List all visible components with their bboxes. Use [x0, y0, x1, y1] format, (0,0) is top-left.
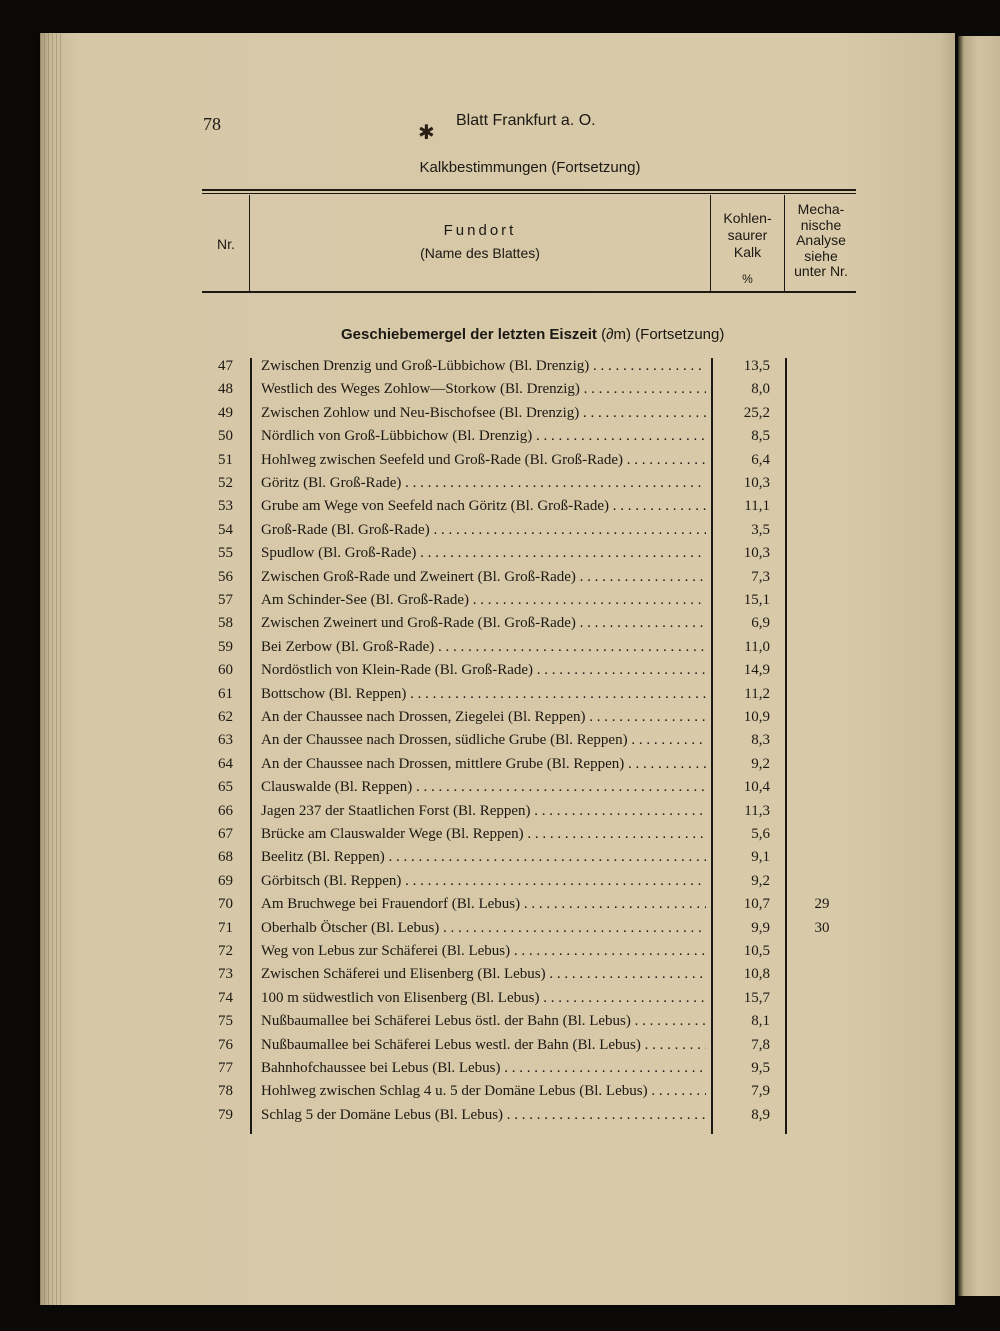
table-row — [0, 615, 1000, 638]
row-fundort: Bei Zerbow (Bl. Groß-Rade) . . . — [261, 639, 706, 656]
table-subtitle: Kalkbestimmungen (Fortsetzung) — [419, 159, 641, 176]
header-analyse-line3: Analyse — [796, 232, 846, 248]
row-nr: 47 — [218, 358, 233, 374]
table-row — [0, 475, 1000, 498]
header-analyse-line4: siehe — [804, 247, 838, 264]
row-nr: 79 — [218, 1106, 233, 1123]
row-nr: 61 — [218, 685, 233, 702]
header-kalk — [711, 210, 784, 288]
row-kalk: 6,4 — [751, 451, 770, 468]
row-nr: 57 — [218, 592, 233, 608]
header-analyse-line2: nische — [800, 216, 842, 233]
row-kalk: 15,1 — [743, 592, 770, 608]
section-title-rest: (∂m) (Fortsetzung) — [596, 326, 725, 343]
table-row — [0, 381, 1000, 404]
row-nr: 60 — [218, 662, 233, 679]
table-row — [0, 966, 1000, 989]
row-nr: 63 — [218, 732, 233, 749]
table-row — [0, 732, 1000, 755]
table-row — [0, 592, 1000, 615]
insect-speck-icon: ✱ — [418, 122, 435, 144]
table-row — [0, 803, 1000, 826]
header-fundort — [250, 222, 710, 261]
row-fundort: Hohlweg zwischen Seefeld und Groß-Rade (Bl. Groß-Rade) . . . — [261, 452, 706, 469]
row-fundort: Nordöstlich von Klein-Rade (Bl. Groß-Rade) . . . — [261, 662, 706, 679]
row-kalk: 10,9 — [743, 709, 770, 725]
row-nr: 76 — [218, 1036, 233, 1053]
row-fundort: Am Bruchwege bei Frauendorf (Bl. Lebus) . . . — [261, 896, 706, 913]
table-row — [0, 756, 1000, 779]
row-nr: 77 — [218, 1060, 233, 1076]
table-row — [0, 545, 1000, 568]
page-number: 78 — [203, 114, 221, 134]
table-row — [0, 522, 1000, 545]
row-kalk: 3,5 — [751, 521, 770, 538]
header-kalk-line3: Kalk — [733, 244, 762, 260]
row-fundort: An der Chaussee nach Drossen, mittlere Grube (Bl. Reppen) . . . — [261, 756, 706, 773]
table-row — [0, 1107, 1000, 1130]
table-row — [0, 1037, 1000, 1060]
table-row — [0, 428, 1000, 451]
row-fundort: 100 m südwestlich von Elisenberg (Bl. Lebus) . . . — [261, 990, 706, 1007]
section-title-bold: Geschiebemergel der letzten Eiszeit — [341, 326, 597, 343]
row-kalk: 11,2 — [744, 685, 770, 702]
row-kalk: 11,0 — [744, 638, 770, 655]
header-bottom-rule — [202, 291, 856, 293]
header-analyse-line1: Mecha- — [797, 201, 845, 217]
row-fundort: Grube am Wege von Seefeld nach Göritz (Bl. Groß-Rade) . . . — [261, 498, 706, 515]
header-nr: Nr. — [217, 236, 235, 252]
header-analyse — [785, 202, 857, 280]
row-kalk: 9,9 — [751, 919, 770, 936]
row-nr: 78 — [218, 1083, 233, 1100]
row-fundort: Zwischen Drenzig und Groß-Lübbichow (Bl. Drenzig) . . . — [261, 358, 706, 375]
row-nr: 58 — [218, 615, 233, 632]
table-row — [0, 849, 1000, 872]
table-row — [0, 779, 1000, 802]
table-row — [0, 1060, 1000, 1083]
table-row — [0, 452, 1000, 475]
row-kalk: 9,1 — [751, 849, 770, 866]
row-nr: 56 — [218, 568, 233, 585]
table-row — [0, 686, 1000, 709]
row-fundort: Nußbaumallee bei Schäferei Lebus westl. der Bahn (Bl. Lebus) . . . — [261, 1037, 706, 1054]
row-nr: 68 — [218, 849, 233, 866]
row-fundort: Nußbaumallee bei Schäferei Lebus östl. der Bahn (Bl. Lebus) . . . — [261, 1013, 706, 1030]
row-kalk: 11,1 — [744, 498, 770, 515]
row-kalk: 5,6 — [751, 826, 770, 842]
row-fundort: Am Schinder-See (Bl. Groß-Rade) . . . — [261, 592, 706, 609]
row-kalk: 25,2 — [743, 404, 770, 421]
row-analyse: 30 — [814, 919, 830, 936]
row-nr: 55 — [218, 545, 233, 562]
header-fundort-line1: Fundort — [443, 222, 517, 239]
row-fundort: Hohlweg zwischen Schlag 4 u. 5 der Domäne Lebus (Bl. Lebus) . . . — [261, 1083, 706, 1100]
row-nr: 52 — [218, 475, 233, 491]
row-fundort: Schlag 5 der Domäne Lebus (Bl. Lebus) . . . — [261, 1107, 706, 1124]
row-kalk: 10,8 — [743, 966, 770, 983]
row-kalk: 8,5 — [751, 428, 770, 445]
row-nr: 67 — [218, 826, 233, 842]
header-fundort-line2: (Name des Blattes) — [420, 245, 540, 261]
row-nr: 65 — [218, 779, 233, 796]
row-nr: 72 — [218, 943, 233, 959]
row-fundort: Beelitz (Bl. Reppen) . . . — [261, 849, 706, 866]
row-kalk: 10,3 — [743, 545, 770, 562]
row-fundort: Nördlich von Groß-Lübbichow (Bl. Drenzig) . . . — [261, 428, 706, 445]
row-nr: 59 — [218, 638, 233, 655]
row-nr: 74 — [218, 989, 233, 1006]
table-row — [0, 1083, 1000, 1106]
header-top-rule — [202, 189, 856, 191]
row-nr: 53 — [218, 498, 233, 515]
row-kalk: 9,5 — [751, 1060, 770, 1076]
row-fundort: Bottschow (Bl. Reppen) . . . — [261, 686, 706, 703]
row-kalk: 8,1 — [751, 1013, 770, 1030]
row-kalk: 8,0 — [751, 381, 770, 398]
header-kalk-line1: Kohlen- — [723, 210, 772, 226]
row-fundort: Weg von Lebus zur Schäferei (Bl. Lebus) . . . — [261, 943, 706, 960]
header-analyse-line5: unter Nr. — [794, 263, 848, 279]
row-fundort: Groß-Rade (Bl. Groß-Rade) . . . — [261, 522, 706, 539]
row-fundort: An der Chaussee nach Drossen, südliche Grube (Bl. Reppen) . . . — [261, 732, 706, 749]
section-title — [341, 326, 724, 343]
header-top-rule-thin — [202, 193, 856, 194]
row-nr: 51 — [218, 451, 233, 468]
row-nr: 54 — [218, 521, 233, 538]
table-row — [0, 405, 1000, 428]
row-fundort: Oberhalb Ötscher (Bl. Lebus) . . . — [261, 920, 706, 937]
row-kalk: 8,9 — [751, 1106, 770, 1123]
row-kalk: 10,3 — [743, 475, 770, 491]
row-kalk: 7,3 — [751, 568, 770, 585]
row-kalk: 9,2 — [751, 755, 770, 772]
row-kalk: 10,4 — [743, 779, 770, 796]
row-kalk: 15,7 — [743, 989, 770, 1006]
table-row — [0, 920, 1000, 943]
table-row — [0, 709, 1000, 732]
table-row — [0, 826, 1000, 849]
row-fundort: Göritz (Bl. Groß-Rade) . . . — [261, 475, 706, 492]
row-fundort: Westlich des Weges Zohlow—Storkow (Bl. Drenzig) . . . — [261, 381, 706, 398]
row-kalk: 13,5 — [743, 358, 770, 374]
table-row — [0, 498, 1000, 521]
row-fundort: Brücke am Clauswalder Wege (Bl. Reppen) . . . — [261, 826, 706, 843]
header-kalk-line2: saurer — [727, 227, 768, 243]
row-fundort: Görbitsch (Bl. Reppen) . . . — [261, 873, 706, 890]
row-fundort: Zwischen Schäferei und Elisenberg (Bl. Lebus) . . . — [261, 966, 706, 983]
table-row — [0, 943, 1000, 966]
table-row — [0, 1013, 1000, 1036]
row-kalk: 6,9 — [751, 615, 770, 632]
row-nr: 73 — [218, 966, 233, 983]
row-kalk: 9,2 — [751, 872, 770, 889]
row-fundort: Zwischen Zweinert und Groß-Rade (Bl. Groß-Rade) . . . — [261, 615, 706, 632]
row-fundort: Jagen 237 der Staatlichen Forst (Bl. Reppen) . . . — [261, 803, 706, 820]
row-fundort: An der Chaussee nach Drossen, Ziegelei (Bl. Reppen) . . . — [261, 709, 706, 726]
row-nr: 49 — [218, 404, 233, 421]
row-kalk: 10,5 — [743, 943, 770, 959]
header-kalk-unit: % — [742, 272, 753, 286]
table-row — [0, 358, 1000, 381]
row-fundort: Clauswalde (Bl. Reppen) . . . — [261, 779, 706, 796]
table-row — [0, 662, 1000, 685]
row-nr: 66 — [218, 802, 233, 819]
row-nr: 69 — [218, 872, 233, 889]
row-fundort: Spudlow (Bl. Groß-Rade) . . . — [261, 545, 706, 562]
table-row — [0, 639, 1000, 662]
row-kalk: 11,3 — [744, 802, 770, 819]
row-fundort: Zwischen Groß-Rade und Zweinert (Bl. Groß-Rade) . . . — [261, 569, 706, 586]
row-nr: 62 — [218, 709, 233, 725]
table-row — [0, 896, 1000, 919]
table-row — [0, 873, 1000, 896]
row-nr: 50 — [218, 428, 233, 445]
row-nr: 75 — [218, 1013, 233, 1030]
row-kalk: 7,9 — [751, 1083, 770, 1100]
row-kalk: 8,3 — [751, 732, 770, 749]
row-nr: 64 — [218, 755, 233, 772]
table-row — [0, 990, 1000, 1013]
row-analyse: 29 — [814, 896, 830, 913]
row-kalk: 7,8 — [751, 1036, 770, 1053]
table-row — [0, 569, 1000, 592]
row-fundort: Zwischen Zohlow und Neu-Bischofsee (Bl. Drenzig) . . . — [261, 405, 706, 422]
row-fundort: Bahnhofchaussee bei Lebus (Bl. Lebus) . . . — [261, 1060, 706, 1077]
row-kalk: 10,7 — [743, 896, 770, 913]
row-nr: 71 — [218, 919, 233, 936]
row-nr: 70 — [218, 896, 233, 913]
running-head: Blatt Frankfurt a. O. — [456, 112, 596, 129]
row-nr: 48 — [218, 381, 233, 398]
row-kalk: 14,9 — [743, 662, 770, 679]
